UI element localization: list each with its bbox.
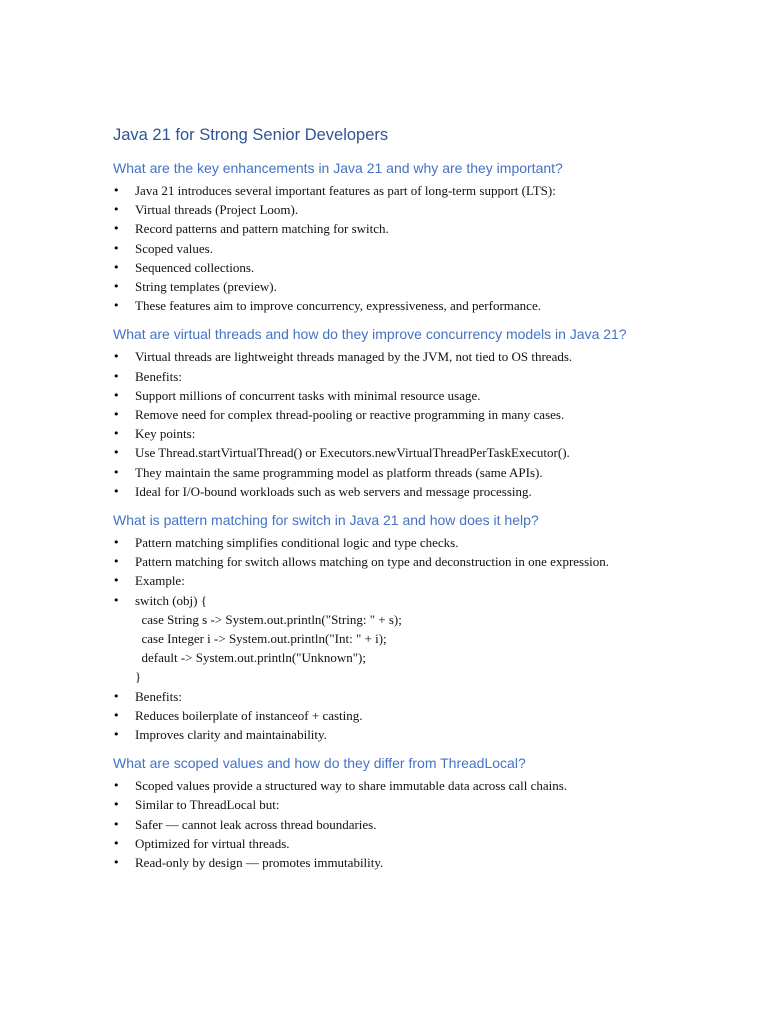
- list-item-text: Improves clarity and maintainability.: [135, 727, 327, 743]
- bullet-icon: •: [113, 465, 120, 479]
- list-item: [113, 367, 653, 386]
- list-item: [113, 181, 653, 200]
- document-sections: [113, 157, 653, 872]
- section-heading: What is pattern matching for switch in Java 21 and how does it help?: [113, 512, 539, 529]
- document-title: Java 21 for Strong Senior Developers: [113, 126, 389, 144]
- list-item: [113, 200, 653, 219]
- bullet-icon: •: [113, 484, 120, 498]
- bullet-icon: •: [113, 817, 120, 831]
- bullet-list: [113, 776, 653, 872]
- list-item-text: Java 21 introduces several important features as part of long-term support (LTS):: [135, 183, 556, 198]
- list-item-text: Sequenced collections.: [135, 259, 255, 275]
- bullet-icon: •: [113, 555, 120, 569]
- list-item-text: Pattern matching for switch allows matching on type and deconstruction in one expression.: [135, 554, 610, 570]
- bullet-icon: •: [113, 184, 120, 197]
- list-item-text: Safer — cannot leak across thread boundaries.: [135, 816, 377, 832]
- list-item-text: Virtual threads are lightweight threads managed by the JVM, not tied to OS threads.: [135, 349, 573, 365]
- bullet-icon: •: [113, 689, 120, 703]
- section-heading: What are scoped values and how do they differ from ThreadLocal?: [113, 755, 526, 772]
- bullet-icon: •: [113, 798, 120, 812]
- list-item: [113, 424, 653, 443]
- list-item: [113, 533, 653, 552]
- bullet-icon: •: [113, 593, 120, 607]
- list-item-text: Benefits:: [135, 368, 182, 384]
- bullet-list: [113, 181, 653, 315]
- list-item-text: Benefits:: [135, 688, 182, 704]
- list-item: [113, 795, 653, 814]
- list-item-text: Scoped values.: [135, 240, 213, 256]
- list-item: [113, 386, 653, 405]
- bullet-icon: •: [113, 427, 120, 441]
- bullet-icon: •: [113, 536, 120, 550]
- list-item: [113, 258, 653, 277]
- list-item-text: Similar to ThreadLocal but:: [135, 797, 280, 813]
- bullet-icon: •: [113, 856, 120, 870]
- list-item-text: Use Thread.startVirtualThread() or Executors.newVirtualThreadPerTaskExecutor().: [135, 445, 570, 461]
- list-item-text: String templates (preview).: [135, 279, 277, 295]
- list-item-text: They maintain the same programming model as platform threads (same APIs).: [135, 464, 543, 480]
- list-item: [113, 571, 653, 590]
- qa-section: [113, 752, 653, 872]
- list-item-text: Key points:: [135, 426, 196, 442]
- list-item: [113, 552, 653, 571]
- list-item-text: switch (obj) { case String s -> System.out.println("String: " + s); case Integer i -> System.out.println("Int: " + i); default -> System.out.println("Unknown"); }: [135, 592, 402, 685]
- list-item: [113, 482, 653, 501]
- bullet-icon: •: [113, 408, 120, 422]
- list-item: [113, 239, 653, 258]
- bullet-icon: •: [113, 446, 120, 460]
- list-item: [113, 591, 653, 687]
- list-item: [113, 776, 653, 795]
- list-item-text: Ideal for I/O-bound workloads such as web servers and message processing.: [135, 483, 532, 499]
- bullet-list: [113, 347, 653, 501]
- bullet-list: [113, 533, 653, 744]
- list-item: [113, 815, 653, 834]
- bullet-icon: •: [113, 708, 120, 722]
- list-item-text: Remove need for complex thread-pooling or reactive programming in many cases.: [135, 407, 565, 423]
- bullet-icon: •: [113, 260, 120, 274]
- list-item: [113, 853, 653, 872]
- list-item-text: Read-only by design — promotes immutability.: [135, 855, 384, 871]
- list-item-text: These features aim to improve concurrency, expressiveness, and performance.: [135, 298, 541, 314]
- bullet-icon: •: [113, 222, 120, 236]
- list-item: [113, 277, 653, 296]
- list-item-text: Pattern matching simplifies conditional logic and type checks.: [135, 535, 459, 551]
- list-item: [113, 219, 653, 238]
- document-page: [113, 124, 653, 880]
- bullet-icon: •: [113, 369, 120, 383]
- bullet-icon: •: [113, 574, 120, 588]
- bullet-icon: •: [113, 299, 120, 313]
- qa-section: [113, 157, 653, 315]
- list-item-text: Example:: [135, 573, 185, 589]
- list-item-text: Scoped values provide a structured way to share immutable data across call chains.: [135, 778, 568, 794]
- list-item: [113, 706, 653, 725]
- bullet-icon: •: [113, 350, 120, 364]
- list-item: [113, 443, 653, 462]
- list-item: [113, 405, 653, 424]
- list-item: [113, 463, 653, 482]
- bullet-icon: •: [113, 728, 120, 742]
- bullet-icon: •: [113, 388, 120, 402]
- qa-section: [113, 323, 653, 501]
- list-item-text: Optimized for virtual threads.: [135, 835, 290, 851]
- bullet-icon: •: [113, 836, 120, 850]
- list-item-text: Record patterns and pattern matching for switch.: [135, 221, 389, 237]
- list-item-text: Support millions of concurrent tasks with minimal resource usage.: [135, 387, 481, 403]
- list-item: [113, 687, 653, 706]
- bullet-icon: •: [113, 280, 120, 294]
- bullet-icon: •: [113, 203, 120, 217]
- list-item: [113, 725, 653, 744]
- list-item-text: Virtual threads (Project Loom).: [135, 202, 299, 218]
- bullet-icon: •: [113, 779, 120, 793]
- section-heading: What are the key enhancements in Java 21 and why are they important?: [113, 160, 563, 176]
- section-heading: What are virtual threads and how do they improve concurrency models in Java 21?: [113, 326, 627, 343]
- list-item-text: Reduces boilerplate of instanceof + casting.: [135, 707, 363, 723]
- list-item: [113, 296, 653, 315]
- qa-section: [113, 509, 653, 744]
- bullet-icon: •: [113, 241, 120, 255]
- list-item: [113, 834, 653, 853]
- list-item: [113, 347, 653, 366]
